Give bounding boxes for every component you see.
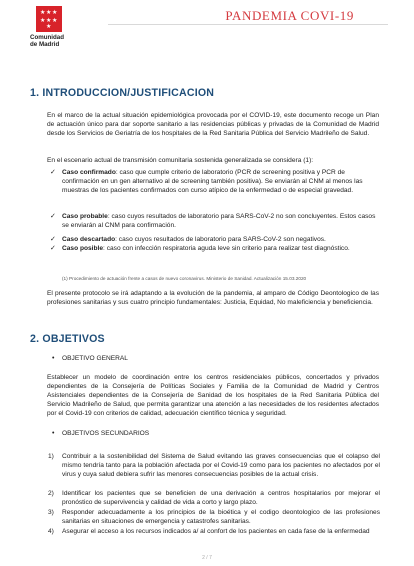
case-item-discarded: ✓ Caso descartado: caso cuyos resultados de laboratorio para SARS-CoV-2 son negativos. [50, 236, 326, 243]
case-item-confirmed: ✓ Caso confirmado: caso que cumple criterio de laboratorio (PCR de screening positiva y PCR de confirmación en un gen alternativo al de screening también positiva). Se enviarán al CNM al menos las muestras de los pacientes confirmados con curso atípico de la enfermedad o de especial gravedad. [50, 169, 363, 195]
header-title: PANDEMIA COVI-19 [225, 8, 354, 23]
secondary-objectives-label: • OBJETIVOS SECUNDARIOS [52, 430, 150, 437]
bullet-icon: • [52, 430, 55, 437]
logo-text: Comunidad de Madrid [30, 34, 65, 48]
secondary-objective-3: 3) Responder adecuadamente a los principios de la bioética y el codigo deontologico de las profesiones sanitarias en situaciones de emergencia y catastrofes sanitarias. [48, 509, 380, 526]
secondary-objective-1: 1) Contribuir a la sostenibilidad del Sistema de Salud evitando las graves consecuencias que el colapso del mismo tendría tanto para la población afectada por el Covid-19 como para los pacientes no afectados por el virus y cuya salud debiera sufrir las menores consecuencias posibles de la actual crisis. [48, 453, 380, 479]
scenario-paragraph: En el escenario actual de transmisión comunitaria sostenida generalizada se considera (1): [47, 157, 314, 164]
section-1-heading: 1. INTRODUCCION/JUSTIFICACION [30, 87, 215, 99]
secondary-objective-2: 2) Identificar los pacientes que se beneficien de una derivación a centros hospitalarios por mejorar el pronóstico de supervivencia y calidad de vida a corto y largo plazo. [48, 490, 380, 507]
checkmark-icon: ✓ [50, 245, 56, 252]
bullet-icon: • [52, 355, 55, 362]
header-divider [108, 24, 388, 25]
protocol-paragraph: El presente protocolo se irá adaptando a la evolución de la pandemia, al amparo de Código Deontologico de las profesiones sanitarias y sus cuatro principio fundamentales: Justicia, Equidad, No maleficiencia y beneficiencia. [47, 290, 379, 307]
comunidad-madrid-logo [30, 6, 88, 48]
logo-red-square: ★ ★ ★ ★ ★ ★ ★ [36, 6, 62, 32]
secondary-objective-4: 4) Asegurar el acceso a los recursos indicados a/ al confort de los pacientes en cada fase de la enfermedad [48, 528, 370, 535]
footnote: (1) Procedimiento de actuación frente a casos de nuevo coronavirus. Ministerio de Sanidad. Actualización 15.03.2020 [62, 276, 307, 281]
intro-paragraph: En el marco de la actual situación epidemiológica provocada por el COVID-19, este documento recoge un Plan de actuación único para dar soporte sanitario a las residencias públicas y privadas de la Comunidad de Madrid desde los Servicios de Geriatría de los hospitales de la Red Sanitaria Pública del Servicio Madrileño de Salud. [47, 112, 379, 138]
page-header [0, 0, 414, 60]
checkmark-icon: ✓ [50, 236, 56, 243]
section-2-heading: 2. OBJETIVOS [30, 333, 105, 345]
case-item-probable: ✓ Caso probable: caso cuyos resultados de laboratorio para SARS-CoV-2 no son concluyentes. Estos casos se enviarán al CNM para confirmación. [50, 213, 376, 230]
page-number: 2 / 7 [202, 555, 212, 561]
general-objective-label: • OBJETIVO GENERAL [52, 355, 128, 362]
checkmark-icon: ✓ [50, 213, 56, 220]
case-item-possible: ✓ Caso posible: caso con infección respiratoria aguda leve sin criterio para realizar test diagnóstico. [50, 245, 350, 252]
general-objective-text: Establecer un modelo de coordinación entre los centros residenciales públicos, concertados y privados dependientes de la Consejería de Políticas Sociales y Familia de la Comunidad de Madrid y Centros Asistenciales dependientes de la Consejería de Sanidad de los hospitales de la Red Sanitaria Pública del Servicio Madrileño de Salud, que permita garantizar una atención a las necesidades de los residentes afectados por el Covid-19 con criterios de calidad, adecuación científico técnica y seguridad. [47, 374, 379, 418]
checkmark-icon: ✓ [50, 169, 56, 176]
